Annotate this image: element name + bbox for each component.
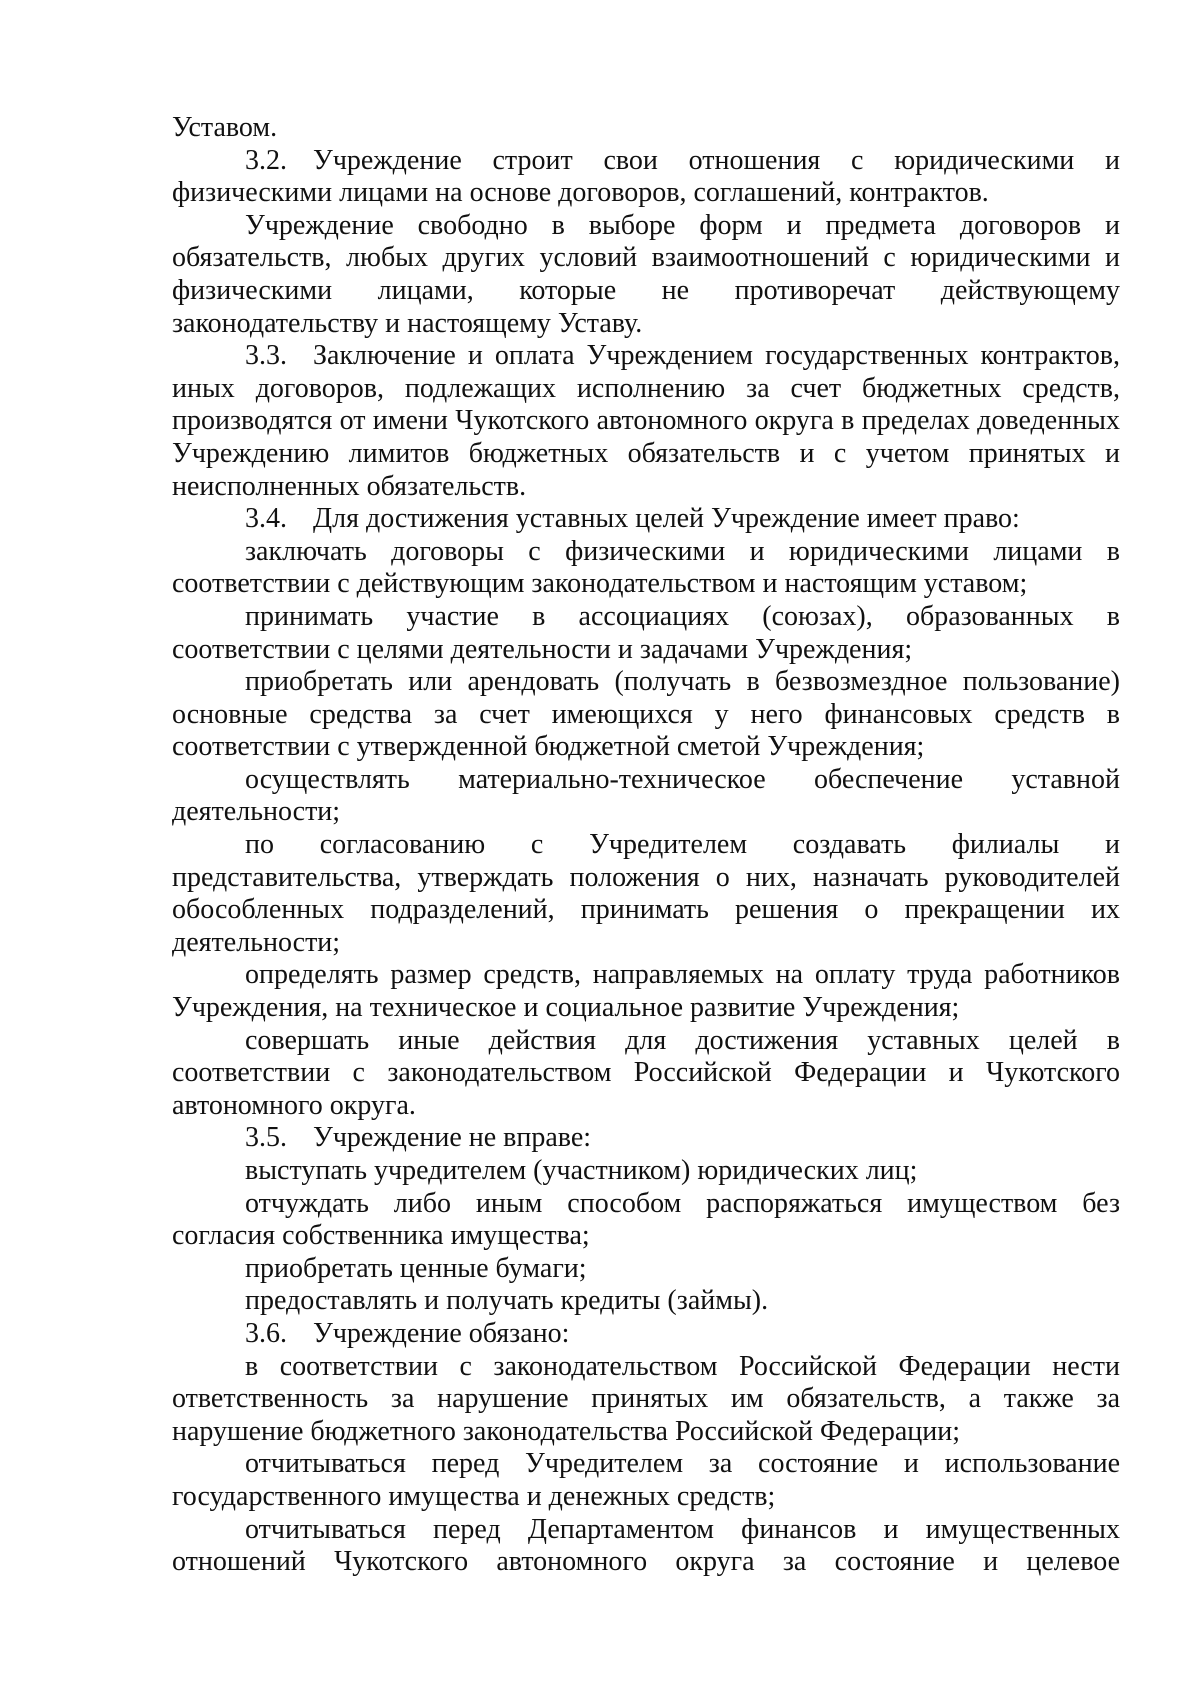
list-item: по согласованию с Учредителем создавать филиалы и представительства, утверждать положения о них, назначать руководителей обособленных подразделений, принимать решения о прекращении их деятельности;: [172, 829, 1120, 958]
clause-number: 3.4.: [245, 503, 287, 535]
list-item: предоставлять и получать кредиты (займы).: [245, 1285, 769, 1317]
list-item: приобретать или арендовать (получать в безвозмездное пользование) основные средства за счет имеющихся у него финансовых средств в соответствии с утвержденной бюджетной сметой Учреждения;: [172, 666, 1120, 763]
document-page: [172, 112, 1120, 1579]
paragraph-3-3: [172, 340, 1120, 503]
paragraph-3-2: [172, 145, 1120, 210]
paragraph-text-block: Учреждение свободно в выборе форм и предмета договоров и обязательств, любых других условий взаимоотношений с юридическими и физическими лицами, которые не противоречат действующему законодательству и настоящему Уставу.: [172, 209, 1120, 339]
paragraph-3-6: [172, 1318, 1120, 1351]
paragraph-3-5: [172, 1122, 1120, 1155]
list-item: совершать иные действия для достижения уставных целей в соответствии с законодательством Российской Федерации и Чукотского автономного округа.: [172, 1024, 1120, 1121]
paragraph-text: Учреждение обязано:: [313, 1317, 570, 1349]
paragraph-3-4: [172, 503, 1120, 536]
list-item: выступать учредителем (участником) юридических лиц;: [245, 1155, 918, 1186]
list-item: осуществлять материально-техническое обеспечение уставной деятельности;: [172, 763, 1120, 828]
paragraph-text: Заключение и оплата Учреждением государственных контрактов, иных договоров, подлежащих исполнению за счет бюджетных средств, производятся от имени Чукотского автономного округа в пределах доведенных Учреждению лимитов бюджетных обязательств и с учетом принятых и неисполненных обязательств.: [172, 340, 1120, 502]
list-item: в соответствии с законодательством Российской Федерации нести ответственность за нарушение принятых им обязательств, а также за нарушение бюджетного законодательства Российской Федерации;: [172, 1350, 1120, 1447]
paragraph-text: Учреждение строит свои отношения с юридическими и физическими лицами на основе договоров, соглашений, контрактов.: [172, 144, 1120, 209]
clause-number: 3.3.: [245, 340, 287, 372]
clause-number: 3.2.: [245, 144, 287, 176]
paragraph-text: Учреждение не вправе:: [313, 1122, 592, 1154]
list-item: заключать договоры с физическими и юридическими лицами в соответствии с действующим законодательством и настоящим уставом;: [172, 535, 1120, 600]
paragraph-continuation: Уставом.: [172, 112, 278, 143]
list-item: отчитываться перед Учредителем за состояние и использование государственного имущества и денежных средств;: [172, 1448, 1120, 1512]
list-item: определять размер средств, направляемых на оплату труда работников Учреждения, на техническое и социальное развитие Учреждения;: [172, 959, 1120, 1024]
clause-number: 3.6.: [245, 1317, 287, 1349]
list-item: приобретать ценные бумаги;: [245, 1252, 587, 1284]
list-item-last-line-justified: отчитываться перед Департаментом финансов и имущественных отношений Чукотского автономного округа за состояние и целевое: [172, 1513, 1120, 1578]
clause-number: 3.5.: [245, 1122, 287, 1154]
list-item: принимать участие в ассоциациях (союзах), образованных в соответствии с целями деятельности и задачами Учреждения;: [172, 600, 1120, 665]
paragraph-text: Для достижения уставных целей Учреждение имеет право:: [313, 503, 1020, 535]
list-item: отчуждать либо иным способом распоряжаться имуществом без согласия собственника имущества;: [172, 1187, 1120, 1252]
